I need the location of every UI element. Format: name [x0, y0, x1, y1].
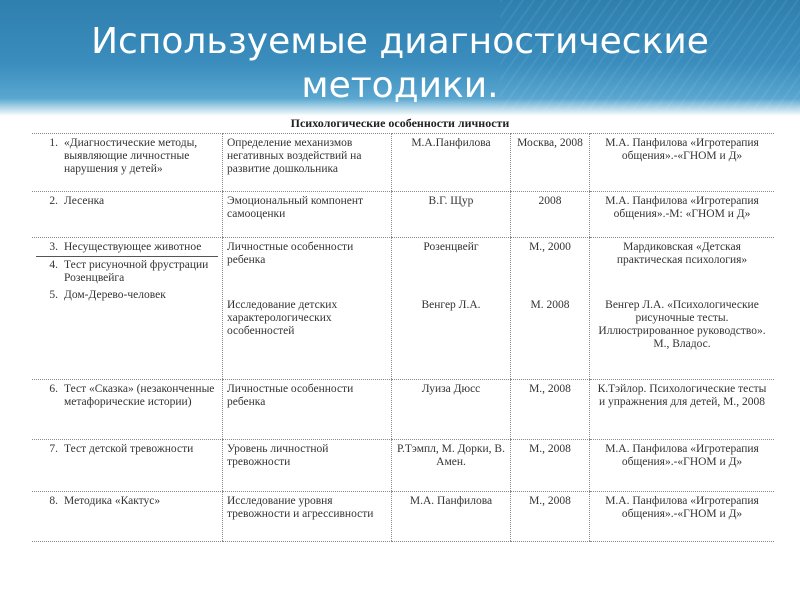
method-name: Лесенка: [64, 195, 105, 207]
method-name: Дом-Дерево-человек: [64, 289, 166, 301]
method-name: Тест детской тревожности: [64, 443, 194, 455]
source-reference: Мардиковская «Детская практическая психология»: [616, 241, 748, 266]
methods-table: [32, 133, 774, 542]
method-author: Розенцвейг: [423, 241, 479, 253]
table-row: [32, 134, 774, 192]
method-author: М.А. Панфилова: [392, 492, 511, 542]
table-row: [32, 380, 774, 440]
publication-place: 2008: [511, 192, 590, 238]
method-author: Луиза Дюсс: [392, 380, 511, 440]
table-row: [32, 492, 774, 542]
publication-place: М., 2000: [529, 241, 571, 253]
publication-place: М., 2008: [511, 492, 590, 542]
row-number: 8.: [49, 495, 58, 507]
method-author: Венгер Л.А.: [421, 299, 481, 311]
source-reference: М.А. Панфилова «Игротерапия общения».-«ГНОМ и Д»: [590, 492, 775, 542]
source-reference: К.Тэйлор. Психологические тесты и упражнения для детей, М., 2008: [590, 380, 775, 440]
method-purpose: Эмоциональный компонент самооценки: [223, 192, 392, 238]
table-row: [32, 440, 774, 492]
source-reference: М.А. Панфилова «Игротерапия общения».-«ГНОМ и Д»: [590, 134, 775, 192]
row-number: 3.: [49, 241, 58, 253]
method-author: В.Г. Щур: [392, 192, 511, 238]
row-number: 5.: [49, 289, 58, 301]
source-reference: М.А. Панфилова «Игротерапия общения».-«ГНОМ и Д»: [590, 440, 775, 492]
method-author: М.А.Панфилова: [392, 134, 511, 192]
row-number: 6.: [49, 383, 58, 395]
slide-header: [0, 0, 800, 116]
method-name: Тест «Сказка» (незаконченные метафорические истории): [64, 383, 215, 408]
publication-place: Москва, 2008: [511, 134, 590, 192]
slide-title: Используемые диагностические методики.: [91, 21, 709, 106]
method-name: Несуществующее животное: [64, 241, 202, 253]
row-number: 1.: [49, 137, 58, 149]
publication-place: М. 2008: [530, 299, 570, 311]
method-name: «Диагностические методы, выявляющие личностные нарушения у детей»: [64, 137, 198, 175]
source-reference: Венгер Л.А. «Психологические рисуночные тесты. Иллюстрированное руководство». М., Владос.: [598, 299, 766, 350]
method-purpose: Определение механизмов негативных воздействий на развитие дошкольника: [223, 134, 392, 192]
row-number: 7.: [49, 443, 58, 455]
row-number: 2.: [49, 195, 58, 207]
method-purpose: Личностные особенности ребенка: [227, 241, 354, 266]
method-purpose: Уровень личностной тревожности: [223, 440, 392, 492]
method-name: Тест рисуночной фрустрации Розенцвейга: [64, 259, 209, 284]
publication-place: М., 2008: [511, 380, 590, 440]
method-purpose: Исследование детских характерологических особенностей: [227, 299, 338, 337]
method-name: Методика «Кактус»: [64, 495, 161, 507]
method-purpose: Исследование уровня тревожности и агрессивности: [223, 492, 392, 542]
table-heading: Психологические особенности личности: [290, 116, 510, 130]
table-row: [32, 192, 774, 238]
row-number: 4.: [49, 259, 58, 271]
table-row: [32, 238, 774, 380]
publication-place: М., 2008: [511, 440, 590, 492]
method-author: Р.Тэмпл, М. Дорки, В. Амен.: [392, 440, 511, 492]
method-purpose: Личностные особенности ребенка: [223, 380, 392, 440]
source-reference: М.А. Панфилова «Игротерапия общения».-М: «ГНОМ и Д»: [590, 192, 775, 238]
